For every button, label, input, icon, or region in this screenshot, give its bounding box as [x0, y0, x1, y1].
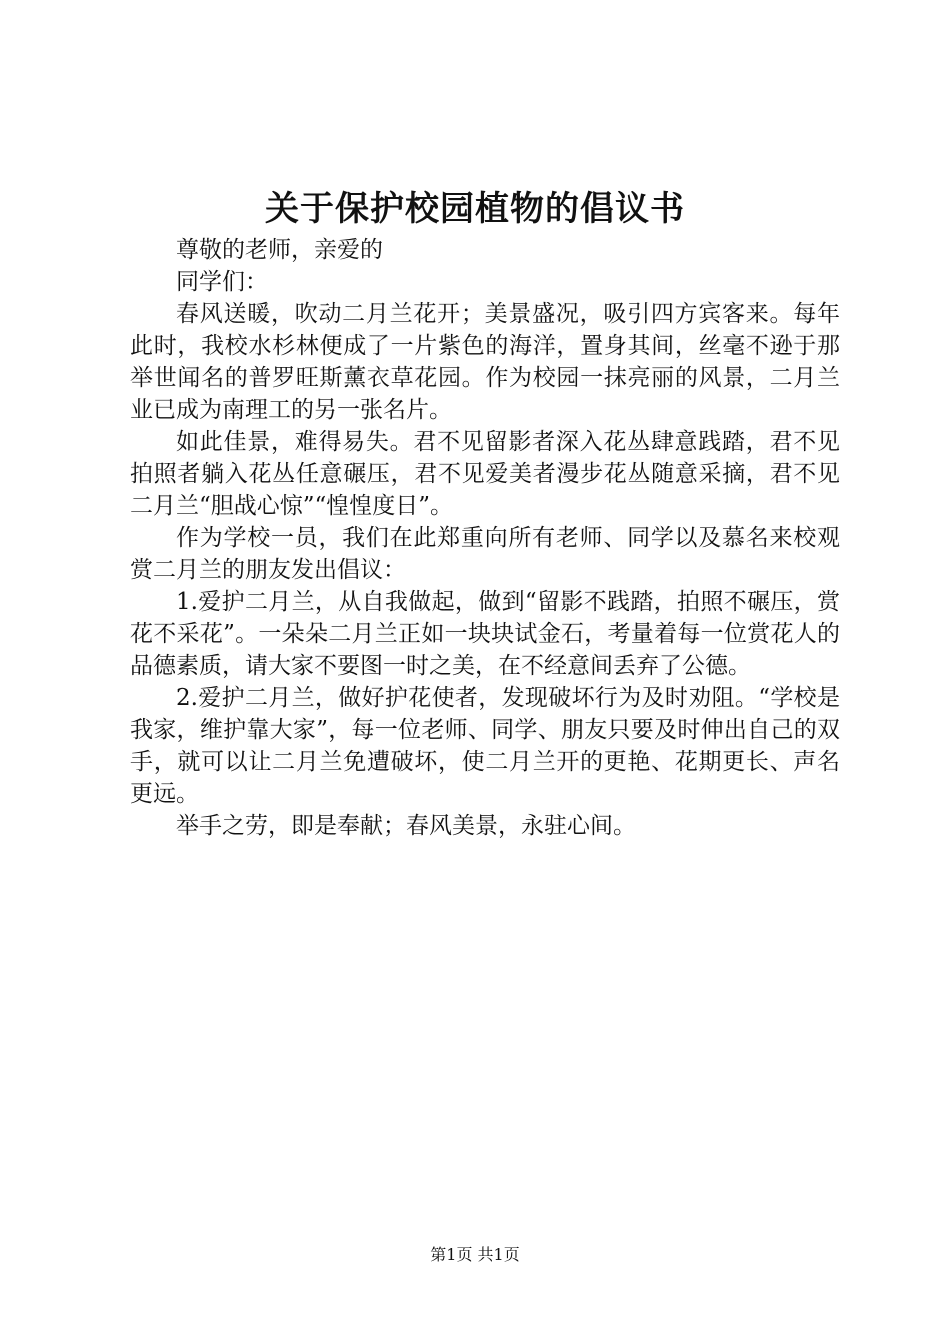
salutation-line-2: 同学们：: [176, 269, 268, 295]
document-title: 关于保护校园植物的倡议书: [265, 189, 685, 229]
paragraph-problem: 如此佳景，难得易失。君不见留影者深入花丛肆意践踏，君不见拍照者躺入花丛任意碾压，君不见爱美者漫步花丛随意采摘，君不见二月兰“胆战心惊”“惶惶度日”。: [130, 429, 840, 519]
paragraph-item-1: 1.爱护二月兰，从自我做起，做到“留影不践踏，拍照不碾压，赏花不采花”。一朵朵二月兰正如一块块试金石，考量着每一位赏花人的品德素质，请大家不要图一时之美，在不经意间丢弃了公德。: [130, 589, 840, 679]
paragraph-closing: 举手之劳，即是奉献；春风美景，永驻心间。: [176, 813, 636, 839]
paragraph-item-2: 2.爱护二月兰，做好护花使者，发现破坏行为及时劝阻。“学校是我家，维护靠大家”，每一位老师、同学、朋友只要及时伸出自己的双手，就可以让二月兰免遭破坏，使二月兰开的更艳、花期更长、声名更远。: [130, 685, 840, 807]
paragraph-intro: 春风送暖，吹动二月兰花开；美景盛况，吸引四方宾客来。每年此时，我校水杉林便成了一片紫色的海洋，置身其间，丝毫不逊于那举世闻名的普罗旺斯薰衣草花园。作为校园一抹亮丽的风景，二月兰业已成为南理工的另一张名片。: [130, 301, 840, 423]
salutation-line-1: 尊敬的老师，亲爱的: [176, 237, 383, 263]
page-footer: 第1页 共1页: [430, 1245, 520, 1264]
paragraph-appeal: 作为学校一员，我们在此郑重向所有老师、同学以及慕名来校观赏二月兰的朋友发出倡议：: [130, 525, 840, 583]
document-body: [130, 234, 840, 842]
